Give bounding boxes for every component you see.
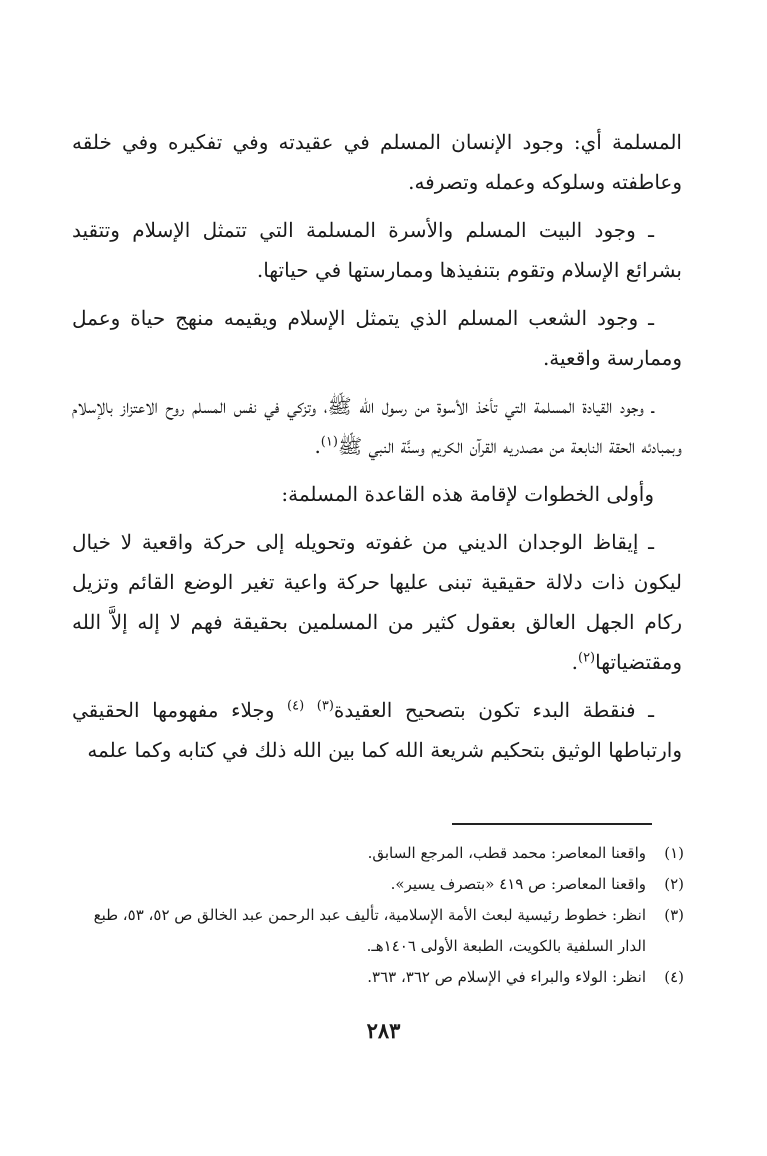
footnote-1 xyxy=(68,838,684,869)
footnote-number: (١) xyxy=(664,844,684,862)
paragraph-1-text: المسلمة أي: وجود الإنسان المسلم في عقيدته وفي تفكيره وفي خلقه وعاطفته وسلوكه وعمله وتصرفه. xyxy=(72,130,682,194)
footnotes xyxy=(68,838,684,993)
paragraph-3 xyxy=(72,298,682,378)
paragraph-7-text-b: وجلاء مفهومها الحقيقي وارتباطها الوثيق بتحكيم شريعة الله كما بين الله ذلك في كتابه وكما علمه xyxy=(72,698,682,762)
paragraph-5-text: وأولى الخطوات لإقامة هذه القاعدة المسلمة: xyxy=(281,482,654,506)
footnote-text: واقعنا المعاصر: محمد قطب، المرجع السابق. xyxy=(367,844,646,862)
footnote-3 xyxy=(68,900,684,962)
paragraph-6-text: ـ إيقاظ الوجدان الديني من غفوته وتحويله إلى حركة واقعية لا خيال ليكون ذات دلالة حقيقية تبنى عليها حركة واعية تغير الوضع القائم وتزيل ركام الجهل العالق بعقول كثير من المسلمين بحقيقة فهم لا إله إلاَّ الله ومقتضياتها xyxy=(72,530,682,674)
footnote-ref-2: (٢) xyxy=(577,650,596,666)
paragraph-6-end: . xyxy=(571,650,578,674)
paragraph-5 xyxy=(72,474,682,514)
paragraph-2-text: ـ وجود البيت المسلم والأسرة المسلمة التي تتمثل الإسلام وتتقيد بشرائع الإسلام وتقوم بتنفيذها وممارستها في حياتها. xyxy=(72,218,682,282)
paragraph-7 xyxy=(72,690,682,770)
footnote-text: انظر: خطوط رئيسية لبعث الأمة الإسلامية، تأليف عبد الرحمن عبد الخالق ص ٥٢، ٥٣، طبع الدار السلفية بالكويت، الطبعة الأولى ١٤٠٦هـ. xyxy=(93,906,646,955)
footnote-text: انظر: الولاء والبراء في الإسلام ص ٣٦٢، ٣٦٣. xyxy=(367,968,646,986)
footnote-separator xyxy=(452,823,652,825)
paragraph-3-text: ـ وجود الشعب المسلم الذي يتمثل الإسلام ويقيمه منهج حياة وعمل وممارسة واقعية. xyxy=(72,306,682,370)
paragraph-4-text: ـ وجود القيادة المسلمة التي تأخذ الأسوة من رسول الله ﷺ، وتزكي في نفس المسلم روح الاعتزاز بالإسلام وبمبادئه الحقة النابعة من مصدريه القرآن الكريم وسنَّة النبي ﷺ xyxy=(72,394,682,458)
footnote-4 xyxy=(68,962,684,993)
paragraph-6 xyxy=(72,522,682,682)
footnote-ref-3: (٣) xyxy=(316,698,334,714)
footnote-number: (٢) xyxy=(664,875,684,893)
footnote-number: (٣) xyxy=(664,906,684,924)
paragraph-2 xyxy=(72,210,682,290)
main-text xyxy=(72,122,682,778)
footnote-ref-1: (١) xyxy=(320,434,338,450)
footnote-text: واقعنا المعاصر: ص ٤١٩ «بتصرف يسير». xyxy=(390,875,646,893)
footnote-2 xyxy=(68,869,684,900)
footnote-number: (٤) xyxy=(664,968,684,986)
page-number: ٢٨٣ xyxy=(366,1018,401,1043)
footnote-ref-4: (٤) xyxy=(287,698,305,714)
paragraph-4 xyxy=(72,386,682,466)
paragraph-7-text-a: ـ فنقطة البدء تكون بتصحيح العقيدة xyxy=(333,698,654,722)
paragraph-4-end: . xyxy=(314,434,321,458)
paragraph-1 xyxy=(72,122,682,202)
